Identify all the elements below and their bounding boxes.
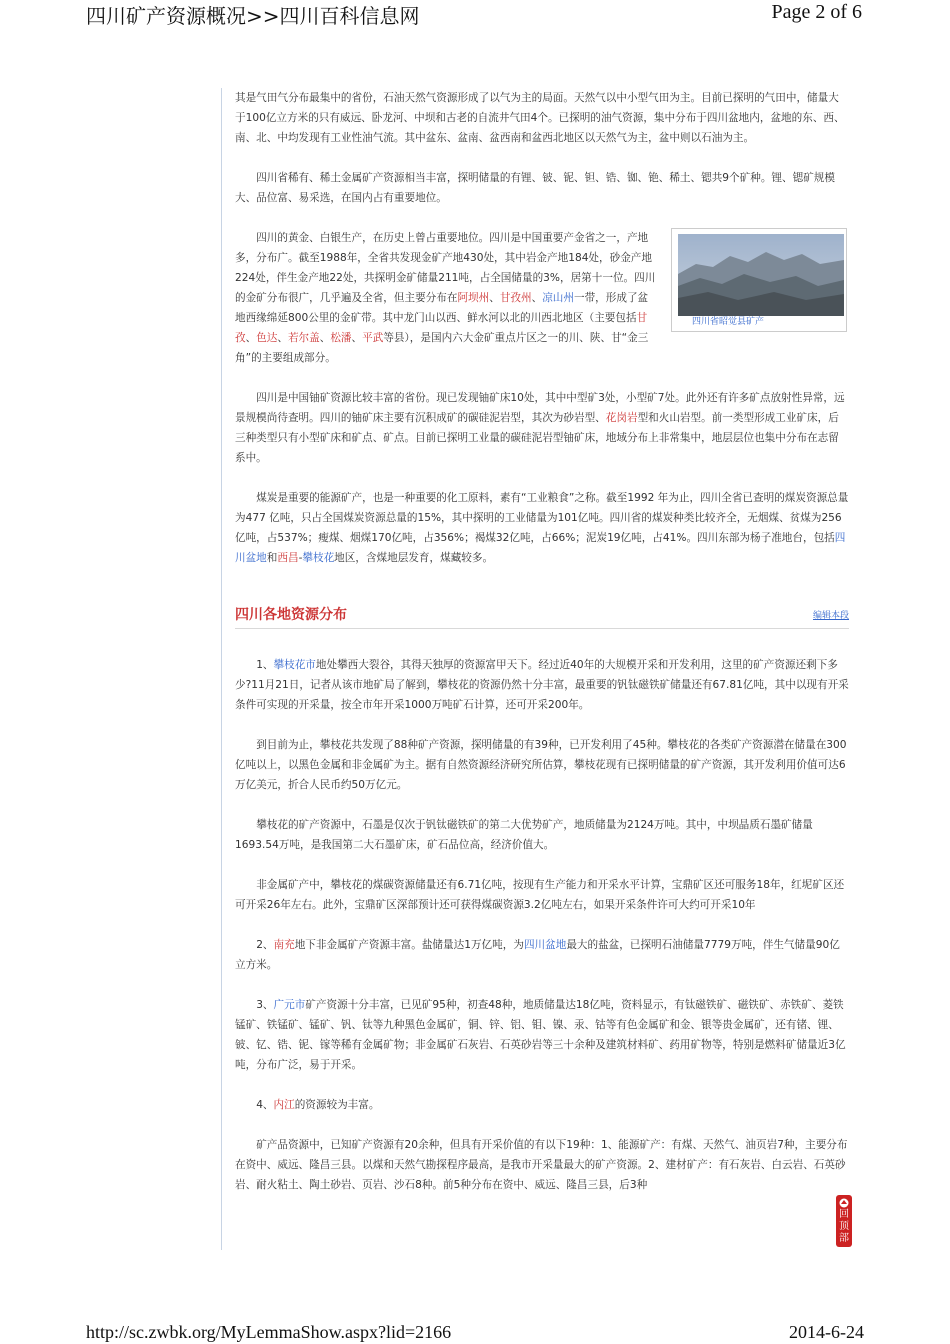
print-page-number: Page 2 of 6 [771,1,862,23]
back-to-top-label: 回顶部 [839,1209,849,1244]
link-ruoergai[interactable]: 若尔盖 [287,332,320,344]
print-footer-url: http://sc.zwbk.org/MyLemmaShow.aspx?lid=2166 [86,1322,452,1342]
text-segment: 、 [489,292,500,304]
paragraph-rare-metals: 四川省稀有、稀土金属矿产资源相当丰富，探明储量的有锂、铍、铌、钽、锆、铷、铯、稀土、锶共9个矿种。锂、锶矿规模大、品位富、易采选，在国内占有重要地位。 [235,172,835,204]
paragraph-oil-gas: 其是气田气分布最集中的省份，石油天然气资源形成了以气为主的局面。天然气以中小型气田为主。目前已探明的气田中，储量大于100亿立方米的只有威远、卧龙河、中坝和古老的自流井气田4个。已探明的油气资源，集中分布于四川盆地内，盆地的东、西、南、北、中均发现有工业性油气流。其中盆东、盆南、盆西南和盆西北地区以天然气为主，盆中则以石油为主。 [235,92,845,144]
link-ganzi-prefecture[interactable]: 甘孜州 [499,292,532,304]
link-panzhihua[interactable]: 攀枝花 [302,552,335,564]
paragraph-neijiang [235,1095,849,1115]
link-seda[interactable]: 色达 [256,332,278,344]
text-segment: 、 [277,332,288,344]
text-segment: 、 [531,292,543,304]
paragraph-panzhihua [235,655,849,715]
link-pingwu[interactable]: 平武 [362,332,384,344]
paragraph-panzhihua-reserves: 到目前为止，攀枝花共发现了88种矿产资源，探明储量的有39种，已开发利用了45种。攀枝花的各类矿产资源潜在储量在300亿吨以上，以黑色金属和非金属矿为主。据有自然资源经济研究所估算，攀枝花现有已探明储量的矿产资源，其开发利用价值可达6万亿美元，折合人民币约50万亿元。 [235,739,847,791]
text-segment: 、 [319,332,331,344]
print-header-title: 四川矿产资源概况>>四川百科信息网 [86,4,420,28]
text-segment: 煤炭是重要的能源矿产，也是一种重要的化工原料，素有“工业粮食”之称。截至1992 年为止，四川全省已查明的煤炭资源总量为477 亿吨，只占全国煤炭资源总量的15%，其中探明的工业储量为101亿吨。四川省的煤炭种类比较齐全，无烟煤、贫煤为256亿吨，占537%；瘦煤、烟煤170亿吨，占356%；褐煤32亿吨，占66%；泥炭19亿吨，占41%。四川东部为杨子准地台，包括 [235,492,849,544]
mountain-photo[interactable] [678,234,844,316]
text-segment: 地处攀西大裂谷，其得天独厚的资源富甲天下。经过近40年的大规模开采和开发利用，这里的矿产资源还剩下多少?11月21日，记者从该市地矿局了解到，攀枝花的资源仍然十分丰富，最重要的钒钛磁铁矿储量还有67.81亿吨，其中以现有开采条件可实现的开采量，按全市年开采1000万吨矿石计算，还可开采200年。 [235,659,849,711]
paragraph-graphite: 攀枝花的矿产资源中，石墨是仅次于钒钛磁铁矿的第二大优势矿产，地质储量为2124万吨。其中，中坝晶质石墨矿储量1693.54万吨，是我国第二大石墨矿床，矿石品位高，经济价值大。 [235,819,813,851]
left-divider-line [221,88,222,1250]
section-title: 四川各地资源分布 [235,607,347,623]
link-granite[interactable]: 花岗岩 [605,412,638,424]
text-segment: 地区，含煤地层发育，煤藏较多。 [334,552,494,564]
link-liangshan-prefecture[interactable]: 凉山州 [542,292,574,304]
section-header [235,604,849,629]
link-panzhihua-city[interactable]: 攀枝花市 [273,659,316,671]
text-segment: 3、 [256,999,274,1011]
back-to-top-button[interactable] [836,1195,852,1247]
text-segment: 、 [245,332,257,344]
text-segment: 1、 [256,659,274,671]
paragraph-uranium [235,388,849,468]
text-segment: 最大的盐盆，已探明石油储量7779万吨，伴生气储量90亿立方米。 [235,939,840,971]
paragraph-neijiang-minerals: 矿产品资源中，已知矿产资源有20余种，但具有开采价值的有以下19种：1、能源矿产：有煤、天然气、油页岩7种，主要分布在资中、威远、隆昌三县。以煤和天然气勘探程序最高，是我市开采量最大的矿产资源。2、建材矿产：有石灰岩、白云岩、石英砂岩、耐火粘土、陶土砂岩、页岩、沙石8种。前5种分布在资中、威远、隆昌三县，后3种 [235,1139,848,1191]
text-segment: 四川是中国铀矿资源比较丰富的省份。现已发现铀矿床10处，其中中型矿3处，小型矿7处。此外还有许多矿点放射性异常，远景规模尚待查明。四川的铀矿床主要有沉积成矿的碳硅泥岩型，其次为砂岩型、 [235,392,845,424]
article-content [235,88,849,1215]
text-segment: 和 [266,552,278,564]
text-segment: 地下非金属矿产资源丰富。盐储量达1万亿吨，为 [294,939,524,951]
figure-zhaojue-mine[interactable] [671,228,847,332]
paragraph-guangyuan [235,995,849,1075]
arrow-up-icon [839,1198,849,1208]
text-segment: 矿产资源十分丰富，已见矿95种，初查48种，地质储量达18亿吨，资料显示，有钛磁铁矿、磁铁矿、赤铁矿、菱铁锰矿、铁锰矿、锰矿、钒、钛等九种黑色金属矿，铜、锌、铝、钼、镍、汞、钴等有色金属矿和金、银等贵金属矿，还有锗、锂、铍、钇、锆、铌、镓等稀有金属矿物；非金属矿石灰岩、石英砂岩等三十余种及建筑材料矿、药用矿物等，特别是燃料矿储量近3亿吨，分布广泛，易于开采。 [235,999,846,1071]
text-segment: 一带，形成了盆地西缘绵延800公里的金矿带。其中龙门山以西、鲜水河以北的川西北地区（主要包括 [235,292,649,324]
link-guangyuan-city[interactable]: 广元市 [273,999,306,1011]
paragraph-nonmetal-coal: 非金属矿产中，攀枝花的煤碳资源储量还有6.71亿吨，按现有生产能力和开采水平计算，宝鼎矿区还可服务18年，红坭矿区还可开采26年左右。此外，宝鼎矿区深部预计还可获得煤碳资源3.2亿吨左右，如果开采条件许可大约可开采10年 [235,879,845,911]
text-segment: 4、 [256,1099,274,1111]
paragraph-coal [235,488,849,568]
link-songpan[interactable]: 松潘 [330,332,352,344]
link-neijiang[interactable]: 内江 [273,1099,295,1111]
print-footer-date: 2014-6-24 [789,1322,864,1342]
text-segment: 、 [351,332,363,344]
edit-section-link[interactable]: 编辑本段 [812,611,849,621]
text-segment: 等县），是国内六大金矿重点片区之一的川、陕、甘“金三角”的主要组成部分。 [235,332,649,364]
link-nanchong[interactable]: 南充 [273,939,295,951]
text-segment: 四川的黄金、白银生产，在历史上曾占重要地位。四川是中国重要产金省之一，产地多，分布广。截至1988年，全省共发现金矿产地430处，其中岩金产地184处，砂金产地224处，伴生金产地22处，共探明金矿储量211吨，占全国储量的3%，居第十一位。四川的金矿分布很广，几乎遍及全省，但主要分布在 [235,232,656,304]
link-aba-prefecture[interactable]: 阿坝州 [457,292,490,304]
figure-caption[interactable]: 四川省昭觉县矿产 [692,317,765,327]
text-segment: 2、 [256,939,274,951]
link-xichang[interactable]: 西昌 [277,552,299,564]
paragraph-nanchong [235,935,849,975]
link-ganzi[interactable]: 甘孜 [235,312,648,344]
link-sichuan-basin[interactable]: 四川盆地 [235,532,846,564]
text-segment: 型和火山岩型。前一类型形成工业矿床，后三种类型只有小型矿床和矿点、矿点。目前已探明工业量的碳硅泥岩型铀矿床，地域分布上非常集中，地层层位也集中分布在志留系中。 [235,412,839,464]
text-segment: - [298,552,303,564]
text-segment: 的资源较为丰富。 [294,1099,380,1111]
link-sichuan-basin-2[interactable]: 四川盆地 [523,939,567,951]
